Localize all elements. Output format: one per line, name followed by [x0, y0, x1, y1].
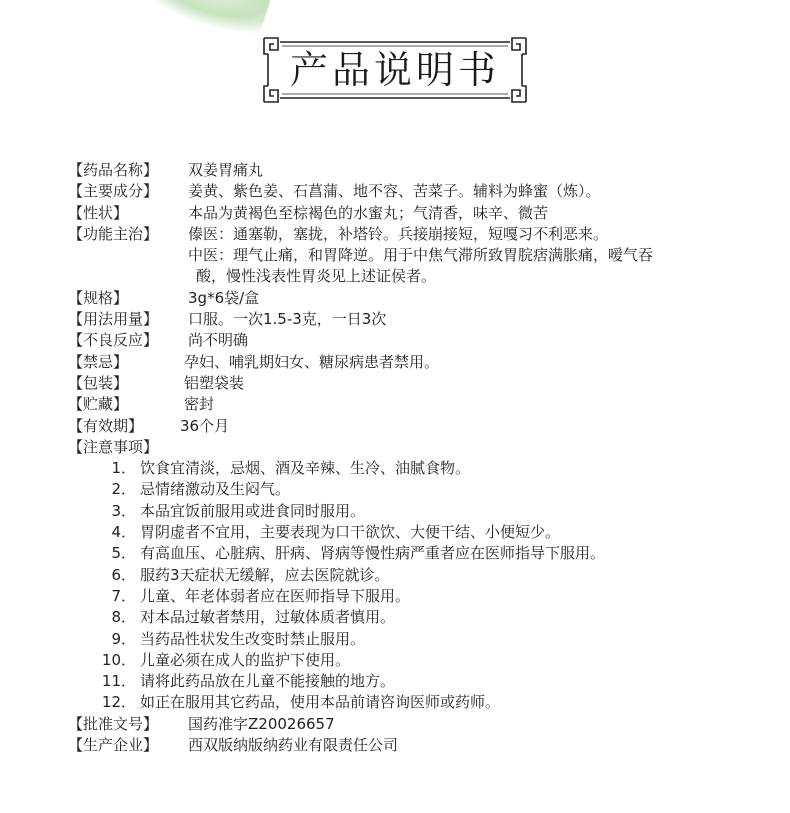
field-value: 双姜胃痛丸	[188, 161, 264, 179]
note-item	[68, 692, 768, 713]
note-number: 10．	[101, 650, 136, 669]
field-row	[68, 373, 768, 394]
field-value: 孕妇、哺乳期妇女、糖尿病患者禁用。	[184, 352, 440, 371]
note-text: 饮食宜清淡，忌烟、酒及辛辣、生冷、油腻食物。	[140, 459, 471, 478]
field-row	[68, 160, 768, 181]
field-label: 【有效期】	[68, 416, 144, 435]
note-item	[68, 586, 768, 607]
note-text: 有高血压、心脏病、肝病、肾病等慢性病严重者应在医师指导下服用。	[140, 544, 606, 563]
field-label: 【批准文号】	[68, 714, 159, 733]
fields-list	[68, 160, 768, 437]
field-label: 【用法用量】	[68, 310, 159, 329]
note-number: 3．	[111, 501, 136, 520]
field-label: 【药品名称】	[68, 161, 159, 179]
note-text: 本品宜饭前服用或进食同时服用。	[140, 501, 366, 520]
field-label: 【主要成分】	[68, 182, 159, 201]
field-row	[68, 394, 768, 415]
note-item	[68, 501, 768, 522]
field-row	[68, 735, 768, 756]
field-label: 【规格】	[68, 288, 129, 307]
field-value: 西双版纳版纳药业有限责任公司	[188, 736, 399, 755]
field-row	[68, 181, 768, 202]
note-text: 对本品过敏者禁用，过敏体质者慎用。	[140, 608, 396, 627]
note-text: 请将此药品放在儿童不能接触的地方。	[140, 672, 396, 691]
note-number: 5．	[111, 544, 136, 563]
note-text: 服药3天症状无缓解，应去医院就诊。	[140, 565, 390, 584]
field-value: 姜黄、紫色姜、石菖蒲、地不容、苦菜子。辅料为蜂蜜（炼）。	[188, 182, 601, 201]
note-item	[68, 607, 768, 628]
field-row	[68, 288, 768, 309]
field-value: 口服。一次1.5-3克，一日3次	[188, 310, 387, 329]
field-row	[68, 352, 768, 373]
note-number: 9．	[111, 629, 136, 648]
field-value: 中医：理气止痛，和胃降逆。用于中焦气滞所致胃脘痞满胀痛，嗳气吞	[188, 246, 654, 265]
field-value: 酸，慢性浅表性胃炎见上述证侯者。	[196, 267, 437, 286]
note-item	[68, 543, 768, 564]
note-item	[68, 522, 768, 543]
field-row	[68, 224, 768, 245]
note-number: 4．	[111, 523, 136, 542]
note-number: 6．	[111, 565, 136, 584]
note-text: 儿童、年老体弱者应在医师指导下服用。	[140, 586, 411, 605]
notes-label: 【注意事项】	[68, 437, 159, 456]
note-number: 11．	[101, 672, 136, 691]
note-number: 12．	[101, 693, 136, 712]
note-text: 当药品性状发生改变时禁止服用。	[140, 629, 366, 648]
note-text: 儿童必须在成人的监护下使用。	[140, 650, 351, 669]
title-frame	[262, 36, 528, 104]
field-value: 铝塑袋装	[184, 373, 245, 392]
notes-list	[68, 458, 768, 714]
note-number: 8．	[111, 608, 136, 627]
field-label: 【禁忌】	[68, 352, 129, 371]
note-text: 如正在服用其它药品，使用本品前请咨询医师或药师。	[140, 693, 501, 712]
field-label: 【包装】	[68, 373, 129, 392]
field-value: 密封	[184, 395, 215, 414]
field-label: 【生产企业】	[68, 736, 159, 755]
field-value: 国药准字Z20026657	[188, 714, 335, 733]
note-text: 胃阴虚者不宜用，主要表现为口干欲饮、大便干结、小便短少。	[140, 523, 561, 542]
field-label: 【贮藏】	[68, 395, 129, 414]
note-text: 忌情绪激动及生闷气。	[140, 480, 291, 499]
note-item	[68, 650, 768, 671]
field-label: 【性状】	[68, 203, 129, 222]
field-row	[68, 309, 768, 330]
footer-fields-list	[68, 714, 768, 757]
note-item	[68, 629, 768, 650]
note-number: 2．	[111, 480, 136, 499]
note-item	[68, 671, 768, 692]
leaflet-content	[68, 160, 768, 756]
field-row	[68, 330, 768, 351]
field-row	[68, 266, 768, 287]
field-label: 【不良反应】	[68, 331, 159, 350]
field-value: 傣医：通塞勒，塞拢，补塔铃。兵接崩接短，短嘎习不利恶来。	[188, 224, 609, 243]
decorative-leaf	[114, 0, 275, 42]
note-item	[68, 479, 768, 500]
field-value: 36个月	[180, 416, 230, 435]
notes-heading-row	[68, 437, 768, 458]
field-value: 尚不明确	[188, 331, 249, 350]
note-item	[68, 458, 768, 479]
field-label: 【功能主治】	[68, 224, 159, 243]
note-number: 7．	[111, 586, 136, 605]
field-value: 本品为黄褐色至棕褐色的水蜜丸；气清香，味辛、微苦	[188, 203, 549, 222]
field-row	[68, 714, 768, 735]
field-value: 3g*6袋/盒	[188, 288, 260, 307]
field-row	[68, 416, 768, 437]
field-row	[68, 245, 768, 266]
note-number: 1．	[111, 459, 136, 478]
page-title: 产品说明书	[289, 48, 500, 92]
field-row	[68, 203, 768, 224]
note-item	[68, 565, 768, 586]
